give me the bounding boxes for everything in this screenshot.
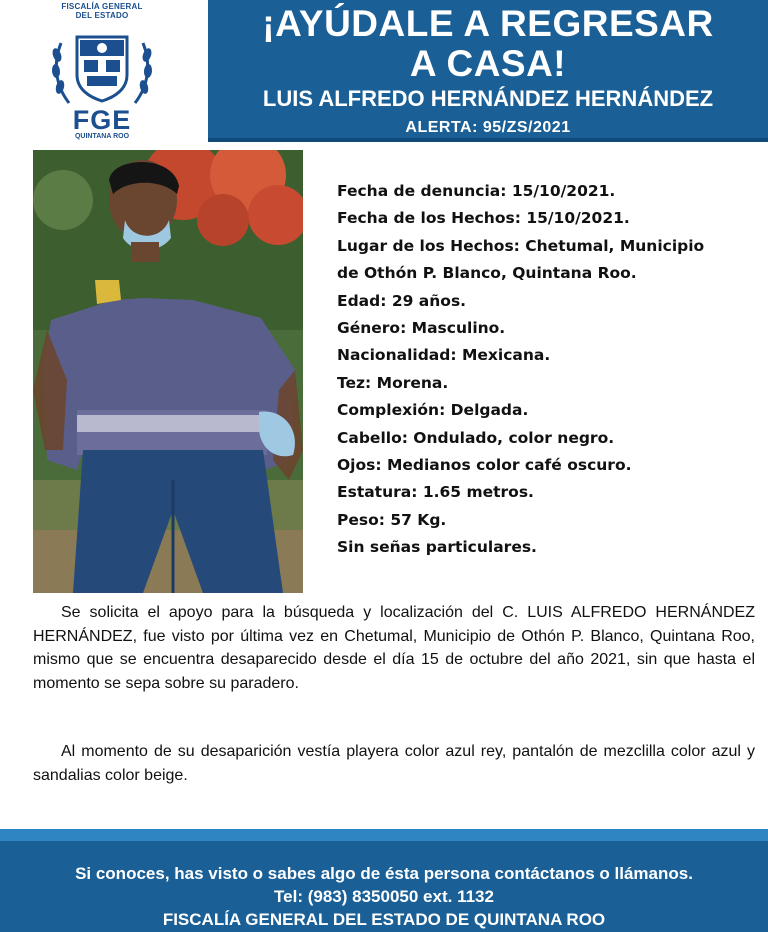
detail-marks: Sin señas particulares. [337, 538, 537, 557]
footer-banner [0, 829, 768, 932]
description-paragraph [33, 601, 755, 695]
description-text: Se solicita el apoyo para la búsqueda y localización del C. LUIS ALFREDO HERNÁNDEZ HERNÁNDEZ, fue visto por última vez en Chetumal, Municipio de Othón P. Blanco, Quintana Roo, mismo que se encuentra desaparecido desde el día 15 de octubre del año 2021, sin que hasta el momento se sepa sobre su paradero. [33, 604, 755, 692]
detail-height: Estatura: 1.65 metros. [337, 483, 534, 502]
clothing-text: Al momento de su desaparición vestía playera color azul rey, pantalón de mezclilla color azul y sandalias color beige. [33, 743, 755, 784]
missing-person-photo [33, 150, 303, 593]
fge-logo [38, 2, 166, 140]
detail-gender: Género: Masculino. [337, 319, 506, 338]
detail-weight: Peso: 57 Kg. [337, 510, 447, 529]
footer-agency: FISCALÍA GENERAL DEL ESTADO DE QUINTANA ROO [162, 910, 606, 929]
alert-number: ALERTA: 95/ZS/2021 [405, 119, 571, 136]
detail-eyes: Ojos: Medianos color café oscuro. [337, 456, 632, 475]
logo-top-text-2: DEL ESTADO [75, 11, 129, 20]
detail-incident-place-cont: de Othón P. Blanco, Quintana Roo. [337, 264, 637, 283]
detail-build: Complexión: Delgada. [337, 401, 529, 420]
details-list [337, 178, 757, 562]
detail-report-date: Fecha de denuncia: 15/10/2021. [337, 182, 616, 200]
detail-hair: Cabello: Ondulado, color negro. [337, 428, 615, 447]
missing-person-name: LUIS ALFREDO HERNÁNDEZ HERNÁNDEZ [262, 86, 714, 111]
detail-incident-date: Fecha de los Hechos: 15/10/2021. [337, 209, 630, 228]
footer-call-to-action: Si conoces, has visto o sabes algo de ésta persona contáctanos o llámanos. [75, 864, 693, 883]
detail-complexion-skin: Tez: Morena. [337, 373, 449, 392]
clothing-paragraph [33, 740, 755, 787]
detail-age: Edad: 29 años. [337, 291, 467, 310]
headline-line-1: ¡AYÚDALE A REGRESAR [262, 3, 714, 44]
logo-bottom-text: QUINTANA ROO [74, 133, 130, 140]
shield-emblem-icon [47, 23, 157, 115]
detail-incident-place: Lugar de los Hechos: Chetumal, Municipio [337, 236, 705, 255]
logo-top-text-1: FISCALÍA GENERAL [61, 2, 143, 11]
logo-abbrev: FGE [72, 105, 132, 135]
header-banner [208, 0, 768, 142]
headline-line-2: A CASA! [409, 43, 567, 84]
detail-nationality: Nacionalidad: Mexicana. [337, 346, 551, 365]
footer-phone: Tel: (983) 8350050 ext. 1132 [274, 887, 494, 906]
